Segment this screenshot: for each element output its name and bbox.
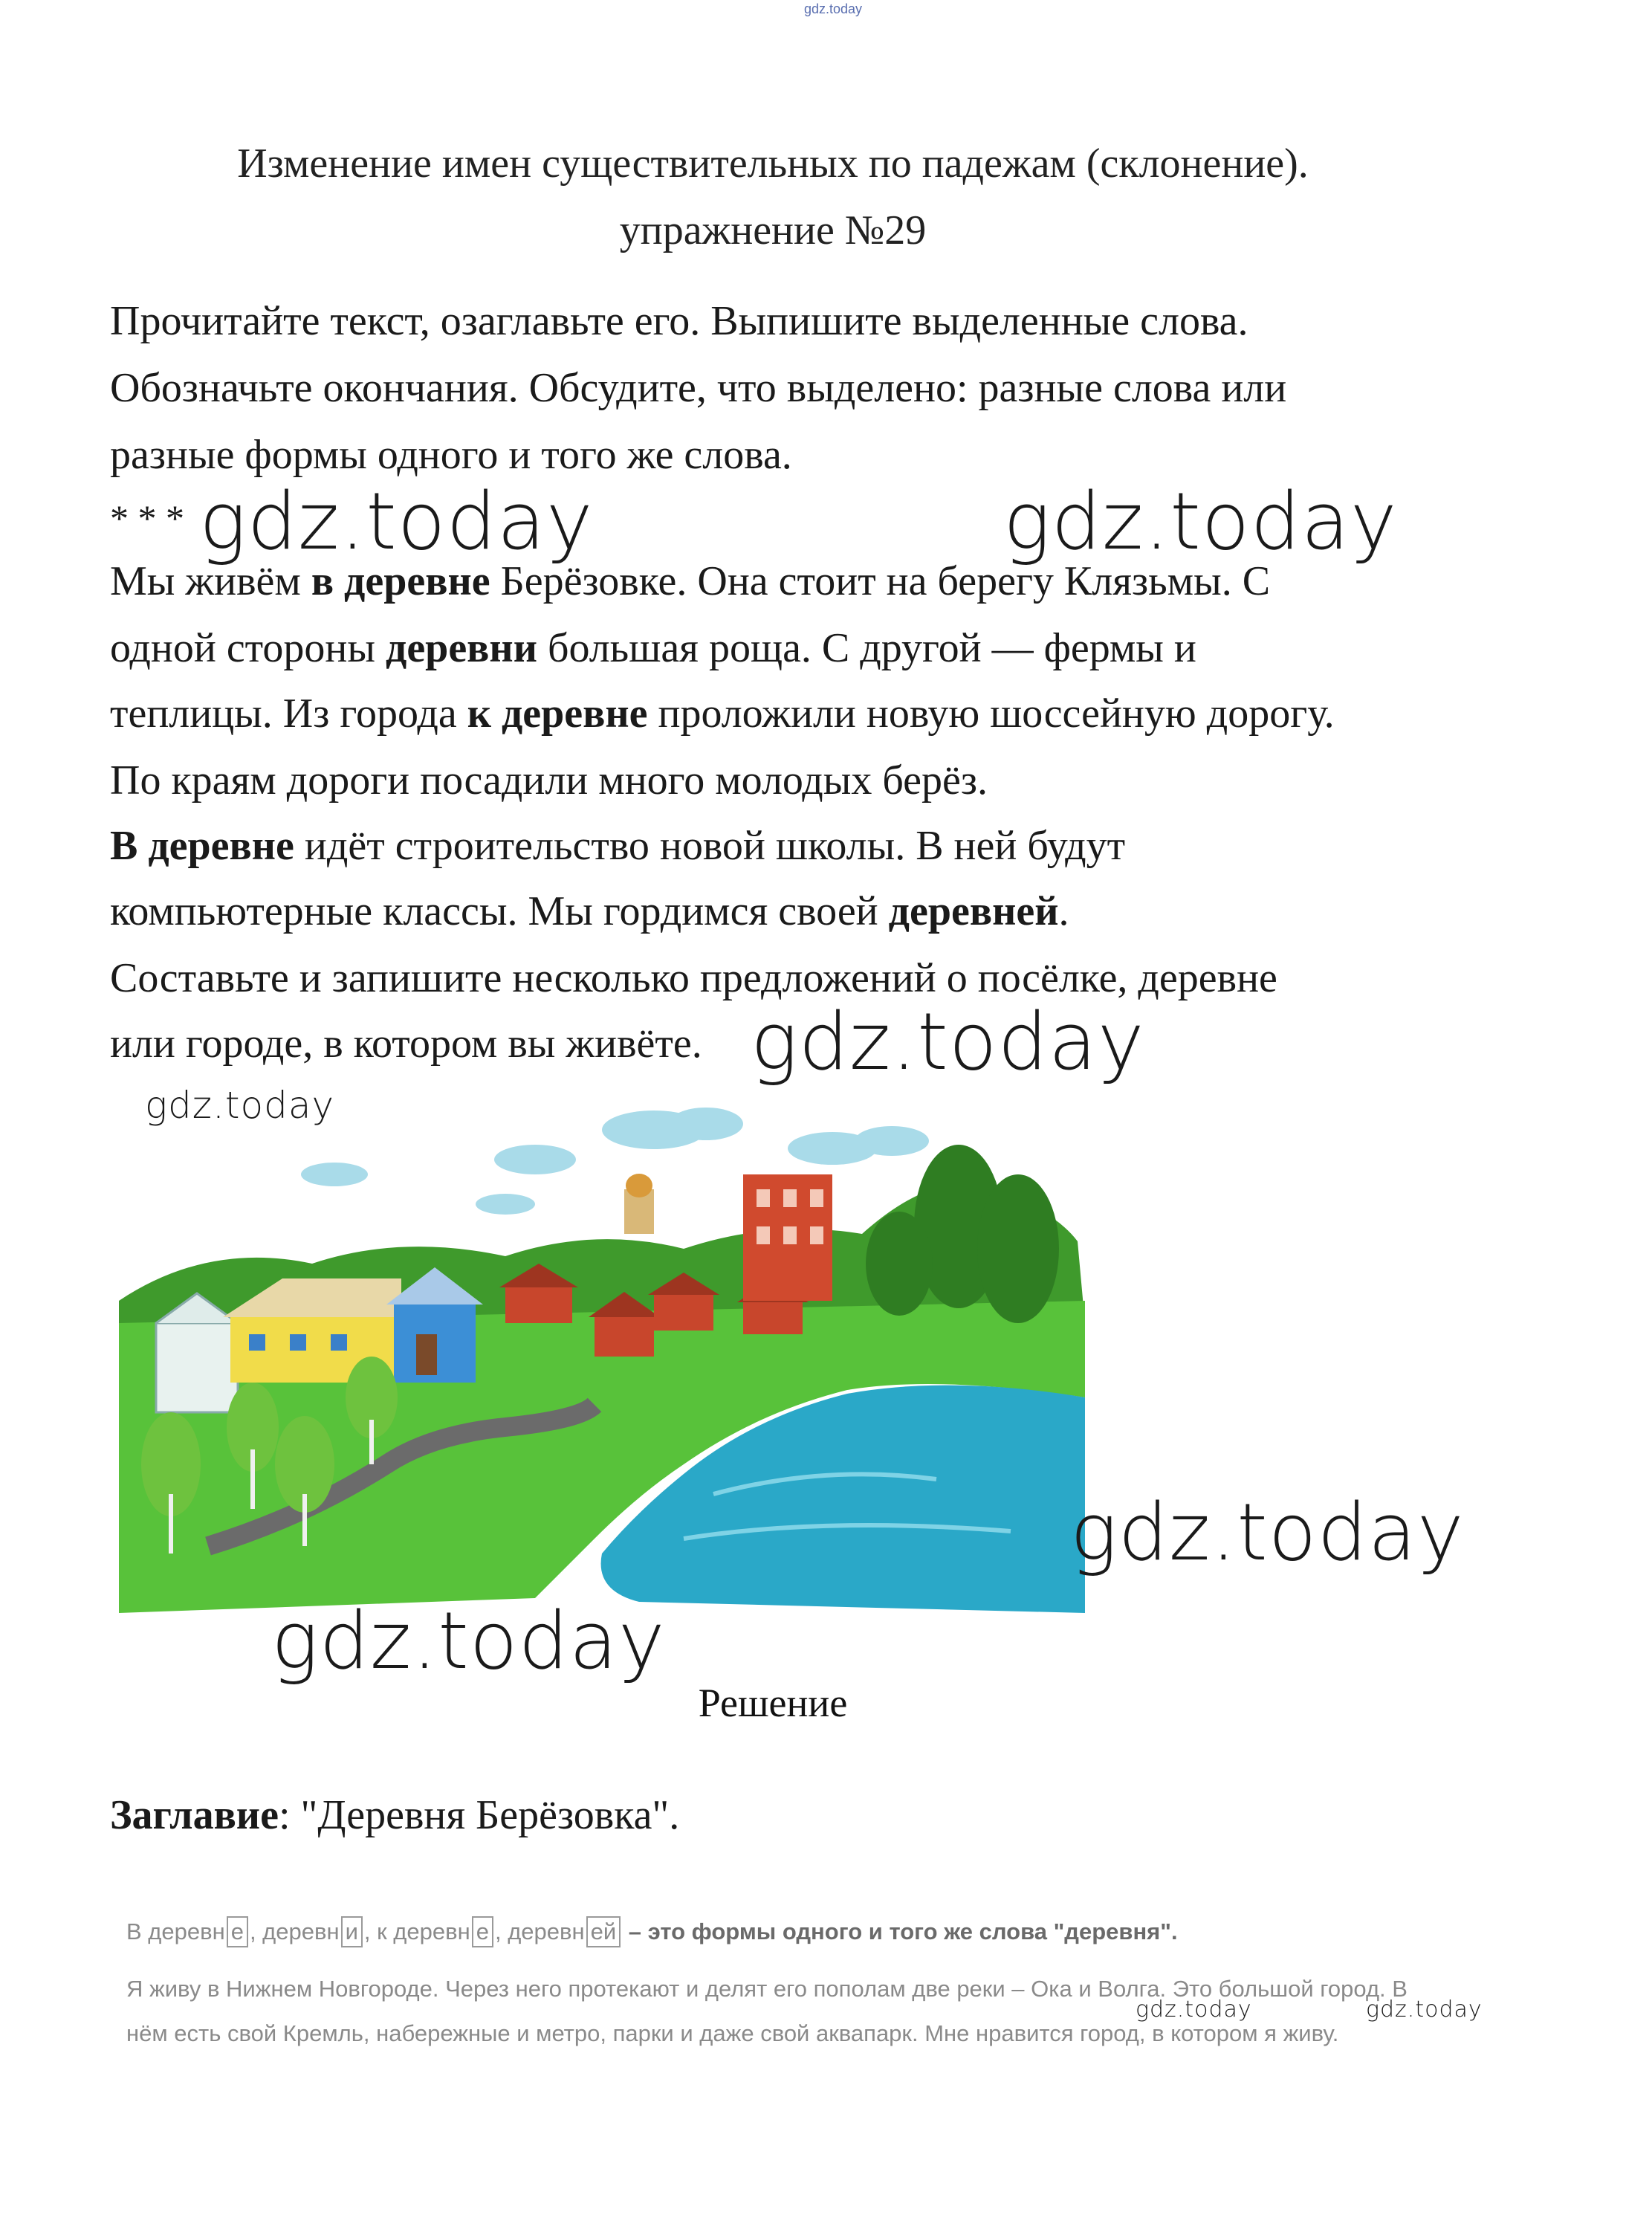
watermark: gdz.today — [1366, 1997, 1483, 2023]
text-line-6: компьютерные классы. Мы гордимся своей деревней. — [110, 888, 1069, 934]
village-illustration — [119, 1078, 1085, 1613]
word-forms-line: В деревн е , деревн и , к деревн е , деревн ей – это формы одного и того же слова "деревня". — [126, 1916, 1178, 1947]
text-line-3: теплицы. Из города к деревне проложили новую шоссейную дорогу. — [110, 691, 1335, 737]
text-line-7: Составьте и запишите несколько предложений о посёлке, деревне — [110, 955, 1277, 1001]
task-line-1: Прочитайте текст, озаглавьте его. Выпишите выделенные слова. — [110, 298, 1248, 344]
highlight-word: деревней — [888, 888, 1059, 934]
watermark-top: gdz.today — [804, 1, 863, 16]
highlight-word: деревни — [386, 625, 537, 671]
highlight-word: В деревне — [110, 823, 294, 869]
task-line-2: Обозначьте окончания. Обсудите, что выделено: разные слова или — [110, 365, 1287, 411]
highlight-word: в деревне — [311, 558, 490, 604]
ending-box: е — [472, 1916, 493, 1947]
watermark: gdz.today — [1136, 1997, 1252, 2023]
text-line-4: По краям дороги посадили много молодых берёз. — [110, 757, 988, 804]
answer-line-2: нём есть свой Кремль, набережные и метро, парки и даже свой аквапарк. Мне нравится город, в котором я живу. — [126, 2020, 1339, 2046]
ending-box: и — [341, 1916, 363, 1947]
watermark: gdz.today — [199, 476, 594, 567]
watermark: gdz.today — [271, 1595, 666, 1687]
text-line-2: одной стороны деревни большая роща. С другой — фермы и — [110, 625, 1196, 671]
stars-separator: * * * — [110, 497, 184, 539]
page-title: Изменение имен существительных по падежам (склонение). — [237, 140, 1309, 187]
highlight-word: к деревне — [467, 691, 648, 737]
ending-box: ей — [586, 1916, 621, 1947]
watermark: gdz.today — [1070, 1487, 1465, 1578]
watermark: gdz.today — [1003, 476, 1398, 567]
task-line-3: разные формы одного и того же слова. — [110, 432, 792, 478]
text-line-8: или городе, в котором вы живёте. — [110, 1021, 702, 1067]
clouds — [301, 1108, 929, 1215]
watermark: gdz.today — [145, 1084, 335, 1127]
answer-line-1: Я живу в Нижнем Новгороде. Через него протекают и делят его пополам две реки – Ока и Волга. Это большой город. В — [126, 1976, 1408, 2002]
text-line-1: Мы живём в деревне Берёзовке. Она стоит на берегу Клязьмы. С — [110, 558, 1271, 604]
text-line-5: В деревне идёт строительство новой школы. В ней будут — [110, 823, 1126, 869]
solution-title: Заглавие: "Деревня Берёзовка". — [110, 1792, 680, 1838]
watermark: gdz.today — [751, 996, 1145, 1087]
exercise-number: упражнение №29 — [619, 207, 927, 253]
solution-heading: Решение — [698, 1681, 848, 1725]
ending-box: е — [227, 1916, 248, 1947]
